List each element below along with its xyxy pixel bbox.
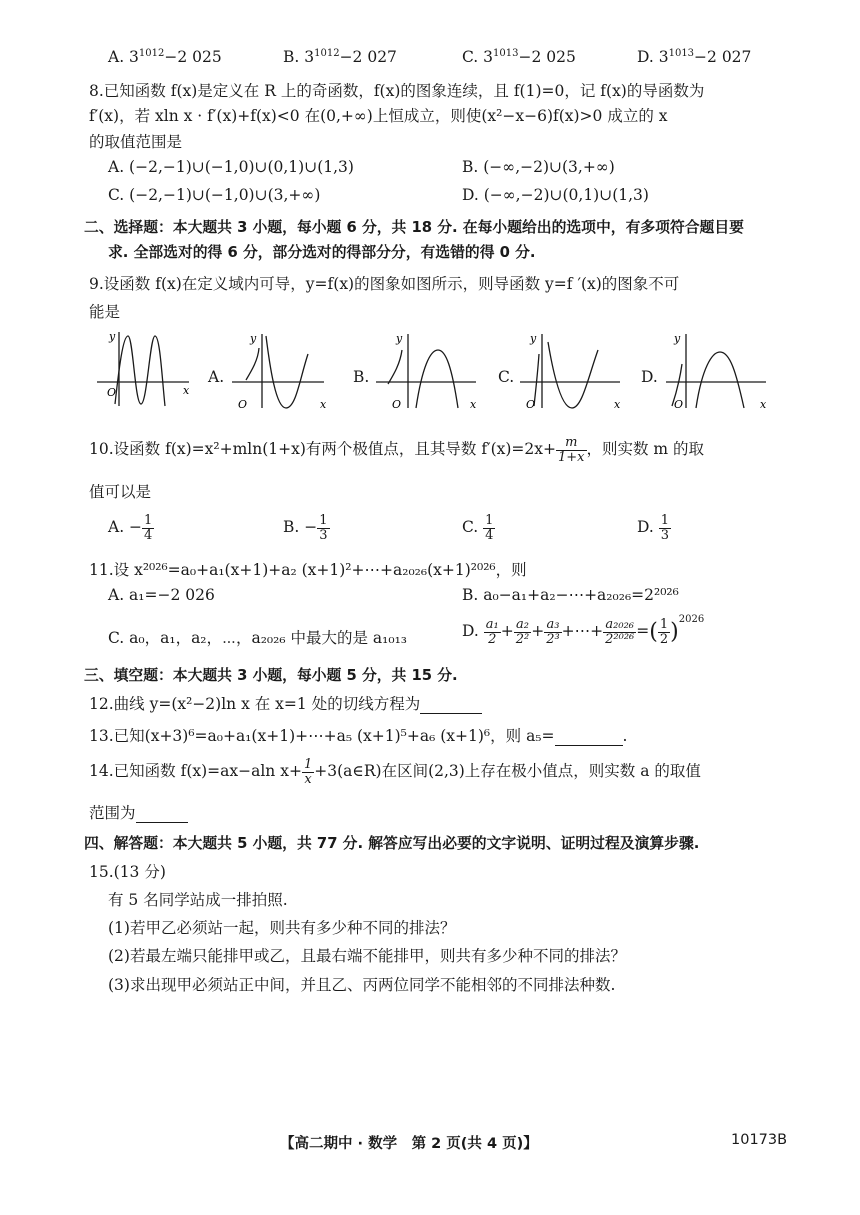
- q11-option-c: C. a₀，a₁，a₂，⋯，a₂₀₂₆ 中最大的是 a₁₀₁₃: [108, 629, 408, 647]
- q9-line2: 能是: [89, 303, 121, 321]
- q10-line1: 10.设函数 f(x)=x²+mln(1+x)有两个极值点，且其导数 f′(x)=2x+ $\frac{m}{1+x}$ ，则实数 m 的取: [89, 435, 705, 465]
- q13-answer-blank[interactable]: [555, 727, 623, 746]
- q9-option-b-graph: [372, 328, 482, 412]
- origin-label: O: [392, 398, 402, 411]
- q10-option-d: D. $\frac{1}{3}$: [637, 513, 670, 543]
- origin-label: O: [526, 398, 536, 411]
- y-label: y: [396, 332, 403, 345]
- document-code: 10173B: [731, 1132, 788, 1148]
- q15-intro: 有 5 名同学站成一排拍照.: [108, 891, 288, 909]
- origin-label: O: [238, 398, 248, 411]
- q15-part2: (2)若最左端只能排甲或乙，且最右端不能排甲，则共有多少种不同的排法？: [108, 947, 626, 965]
- q9-label-d: D.: [641, 368, 658, 386]
- q9-label-b: B.: [353, 368, 370, 386]
- q8-line3: 的取值范围是: [89, 133, 183, 151]
- x-label: x: [470, 398, 477, 411]
- x-label: x: [760, 398, 767, 411]
- q9-original-graph: [95, 328, 195, 408]
- q12: 12.曲线 y=(x²−2)ln x 在 x=1 处的切线方程为: [89, 692, 482, 714]
- q9-option-a-graph: [228, 328, 328, 412]
- section2-heading: 二、选择题：本大题共 3 小题，每小题 6 分，共 18 分. 在每小题给出的选项中，有多项符合题目要: [84, 219, 744, 236]
- section2-heading-cont: 求. 全部选对的得 6 分，部分选对的得部分分，有选错的得 0 分.: [108, 244, 536, 261]
- q14-answer-blank[interactable]: [136, 804, 188, 823]
- x-label: x: [614, 398, 621, 411]
- q9-line1: 9.设函数 f(x)在定义域内可导，y=f(x)的图象如图所示，则导函数 y=f ′(x)的图象不可: [89, 275, 680, 293]
- section4-heading: 四、解答题：本大题共 5 小题，共 77 分. 解答应写出必要的文字说明、证明过程及演算步骤.: [84, 835, 700, 852]
- q12-answer-blank[interactable]: [420, 695, 482, 714]
- q14-line1: 14.已知函数 f(x)=ax−aln x+ $\frac{1}{x}$ +3(a∈R)在区间(2,3)上存在极小值点，则实数 a 的取值: [89, 757, 701, 787]
- q8-line1: 8.已知函数 f(x)是定义在 R 上的奇函数，f(x)的图象连续，且 f(1)=0，记 f(x)的导函数为: [89, 82, 705, 100]
- y-label: y: [674, 332, 681, 345]
- q9-option-d-graph: [662, 328, 772, 412]
- x-label: x: [320, 398, 327, 411]
- section3-heading: 三、填空题：本大题共 3 小题，每小题 5 分，共 15 分.: [84, 667, 458, 684]
- q11-option-d: D. $\frac{\text{a₁}}{2}$ + $\frac{\text{a₂}}{\text{2²}}$ + $\frac{\text{a₃}}{\text{2³}}$ +⋯+ $\frac{\text{a₂₀₂₆}}{\text{2²⁰²⁶}}$ =( $\frac{1}{2}$ )$^{2026}$: [462, 614, 705, 647]
- y-label: y: [250, 332, 257, 345]
- q10-option-b: B. − $\frac{1}{3}$: [283, 513, 328, 543]
- q10-option-a: A. − $\frac{1}{4}$: [108, 513, 153, 543]
- q14-line2: 范围为: [89, 801, 188, 823]
- q9-label-a: A.: [208, 368, 225, 386]
- q7-option-a: A. $3^{1012}-2$ 025: [108, 48, 222, 66]
- q9-label-c: C.: [498, 368, 515, 386]
- q11-option-b: B. a₀−a₁+a₂−⋯+a₂₀₂₆=2²⁰²⁶: [462, 586, 679, 604]
- q15-part1: (1)若甲乙必须站一起，则共有多少种不同的排法？: [108, 919, 456, 937]
- q10-line2: 值可以是: [89, 483, 152, 501]
- q7-option-c: C. $3^{1013}-2$ 025: [462, 48, 576, 66]
- q8-option-b: B. (−∞,−2)∪(3,+∞): [462, 158, 615, 176]
- q15-head: 15.(13 分): [89, 863, 166, 881]
- q13: 13.已知(x+3)⁶=a₀+a₁(x+1)+⋯+a₅ (x+1)⁵+a₆ (x+1)⁶，则 a₅= .: [89, 727, 628, 745]
- y-label: y: [530, 332, 537, 345]
- q10-option-c: C. $\frac{1}{4}$: [462, 513, 494, 543]
- q8-option-a: A. (−2,−1)∪(−1,0)∪(0,1)∪(1,3): [108, 158, 354, 176]
- q11-line1: 11.设 x²⁰²⁶=a₀+a₁(x+1)+a₂ (x+1)²+⋯+a₂₀₂₆(x+1)²⁰²⁶，则: [89, 561, 527, 579]
- origin-label: O: [107, 386, 117, 399]
- curve: [115, 336, 165, 406]
- q9-option-c-graph: [516, 328, 626, 412]
- q7-option-d: D. $3^{1013}-2$ 027: [637, 48, 752, 66]
- q15-part3: (3)求出现甲必须站正中间，并且乙、丙两位同学不能相邻的不同排法种数.: [108, 976, 616, 994]
- x-label: x: [183, 384, 190, 397]
- q8-option-d: D. (−∞,−2)∪(0,1)∪(1,3): [462, 186, 649, 204]
- q8-line2: f′(x)，若 xln x · f′(x)+f(x)<0 在(0,+∞)上恒成立，则使(x²−x−6)f(x)>0 成立的 x: [89, 107, 668, 125]
- q11-option-a: A. a₁=−2 026: [108, 586, 215, 604]
- q7-option-b: B. $3^{1012}-2$ 027: [283, 48, 397, 66]
- y-label: y: [109, 330, 116, 343]
- page-footer: 【高二期中 · 数学 第 2 页(共 4 页)】: [280, 1136, 538, 1152]
- q8-option-c: C. (−2,−1)∪(−1,0)∪(3,+∞): [108, 186, 321, 204]
- origin-label: O: [674, 398, 684, 411]
